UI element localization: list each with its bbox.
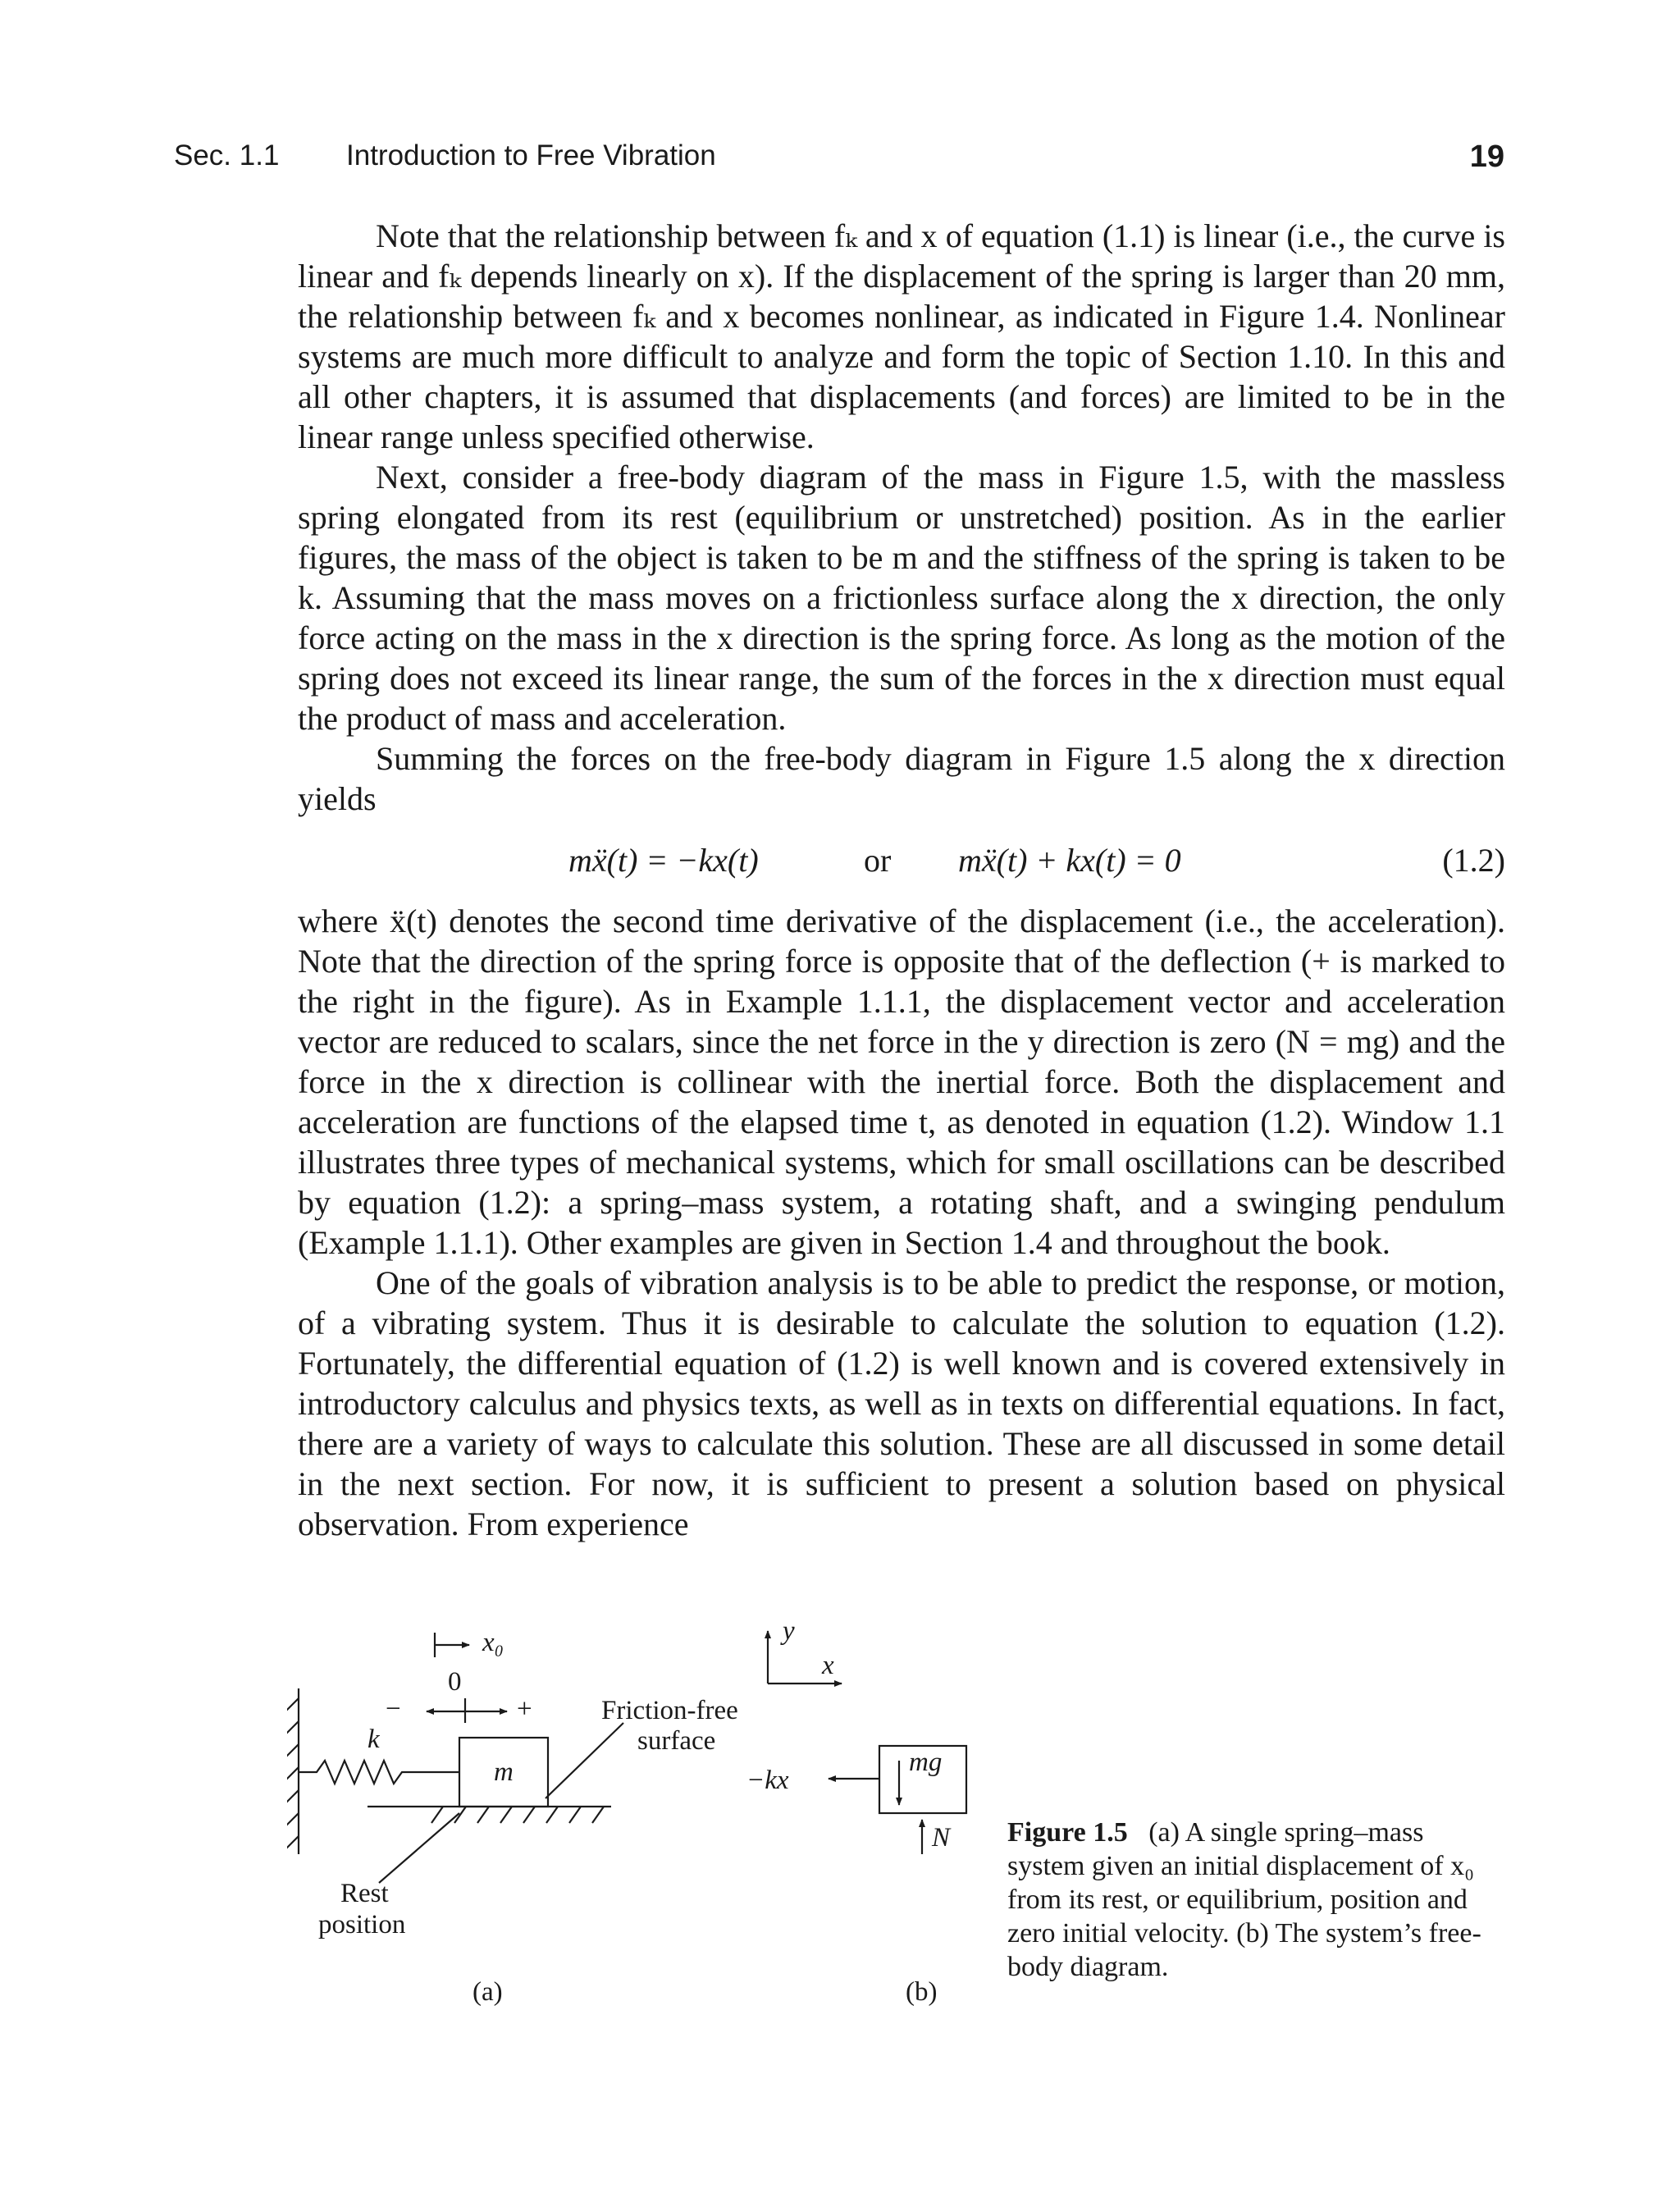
label-b: (b): [906, 1977, 938, 2007]
equation-number: (1.2): [1442, 842, 1505, 879]
paragraph-free-body: Next, consider a free-body diagram of the mass in Figure 1.5, with the massless spring elongated from its rest (equilibrium or unstretched) position. As in the earlier figures, the mass of the object is taken to be m and the stiffness of the spring is taken to be k. Assuming that the mass moves on a frictionless surface along the x direction, the only force acting on the mass in the x direction is the spring force. As long as the motion of the spring does not exceed its linear range, the sum of the forces in the x direction must equal the product of mass and acceleration.: [298, 459, 1505, 737]
paragraph-acceleration: where ẍ(t) denotes the second time derivative of the displacement (i.e., the acceleration). Note that the direction of the spring force is opposite that of the deflection (+ is marked to the right in the figure). As in Example 1.1.1, the displacement vector and acceleration vector are reduced to scalars, since the net force in the y direction is zero (N = mg) and the force in the x direction is collinear with the inertial force. Both the displacement and acceleration are functions of the elapsed time t, as denoted in equation (1.2). Window 1.1 illustrates three types of mechanical systems, which for small oscillations can be described by equation (1.2): a spring–mass system, a rotating shaft, and a swinging pendulum (Example 1.1.1). Other examples are given in Section 1.4 and throughout the book.: [298, 902, 1505, 1261]
section-label: Sec. 1.1: [174, 139, 280, 171]
equation-left: mẍ(t) = −kx(t): [568, 842, 759, 879]
paragraph-goals: One of the goals of vibration analysis is to be able to predict the response, or motion, of a vibrating system. Thus it is desirable to calculate the solution to equation (1.2). Fortunately, the differential equation of (1.2) is well known and is covered extensively in introductory calculus and physics texts, as well as in texts on differential equations. In fact, there are a variety of ways to calculate this solution. These are all discussed in some detail in the next section. For now, it is sufficient to present a solution based on physical observation. From experience: [298, 1264, 1505, 1542]
label-zero: 0: [448, 1667, 462, 1697]
caption-text: (a) A single spring–mass system given an initial displacement of x₀ from its rest, or equilibrium, position and zero initial velocity. (b) The system’s free-body diagram.: [1007, 1817, 1481, 1982]
body-text: [298, 216, 1505, 1544]
label-mg: mg: [909, 1748, 943, 1777]
paragraph-summing-forces: Summing the forces on the free-body diagram in Figure 1.5 along the x direction yields: [298, 740, 1505, 817]
rest-leader: [379, 1813, 459, 1883]
spring-mass-diagram: [287, 1608, 976, 2043]
label-k: k: [368, 1725, 380, 1754]
figure-caption: [1007, 1816, 1508, 1984]
label-N: N: [932, 1823, 951, 1853]
label-x0: x₀: [482, 1628, 504, 1657]
label-y: y: [783, 1616, 795, 1646]
label-a: (a): [472, 1977, 503, 2007]
figure-1-5: [287, 1608, 976, 2043]
spring: [299, 1761, 418, 1784]
caption-label: Figure 1.5: [1007, 1817, 1128, 1848]
friction-leader: [546, 1723, 623, 1798]
label-x: x: [822, 1651, 834, 1680]
label-friction-free: Friction-free: [601, 1696, 738, 1725]
running-header: [174, 139, 1504, 180]
paragraph-linearity: Note that the relationship between fₖ and x of equation (1.1) is linear (i.e., the curve is linear and fₖ depends linearly on x). If the displacement of the spring is larger than 20 mm, the relationship between fₖ and x becomes nonlinear, as indicated in Figure 1.4. Nonlinear systems are much more difficult to analyze and form the topic of Section 1.10. In this and all other chapters, it is assumed that displacements (and forces) are limited to be in the linear range unless specified otherwise.: [298, 217, 1505, 455]
label-m: m: [494, 1757, 514, 1787]
equation-or: or: [864, 842, 892, 879]
equation-1-2: [298, 819, 1505, 901]
equation-right: mẍ(t) + kx(t) = 0: [958, 842, 1181, 879]
label-position: position: [318, 1910, 406, 1939]
label-plus: +: [517, 1694, 532, 1724]
chapter-section-title: Introduction to Free Vibration: [346, 139, 716, 171]
wall-hatch: [287, 1698, 299, 1853]
label-rest: Rest: [340, 1879, 389, 1908]
label-surface: surface: [637, 1726, 716, 1756]
label-minus: −: [386, 1694, 401, 1724]
page-number: 19: [1469, 139, 1504, 174]
label-minus-kx: −kx: [746, 1766, 789, 1795]
